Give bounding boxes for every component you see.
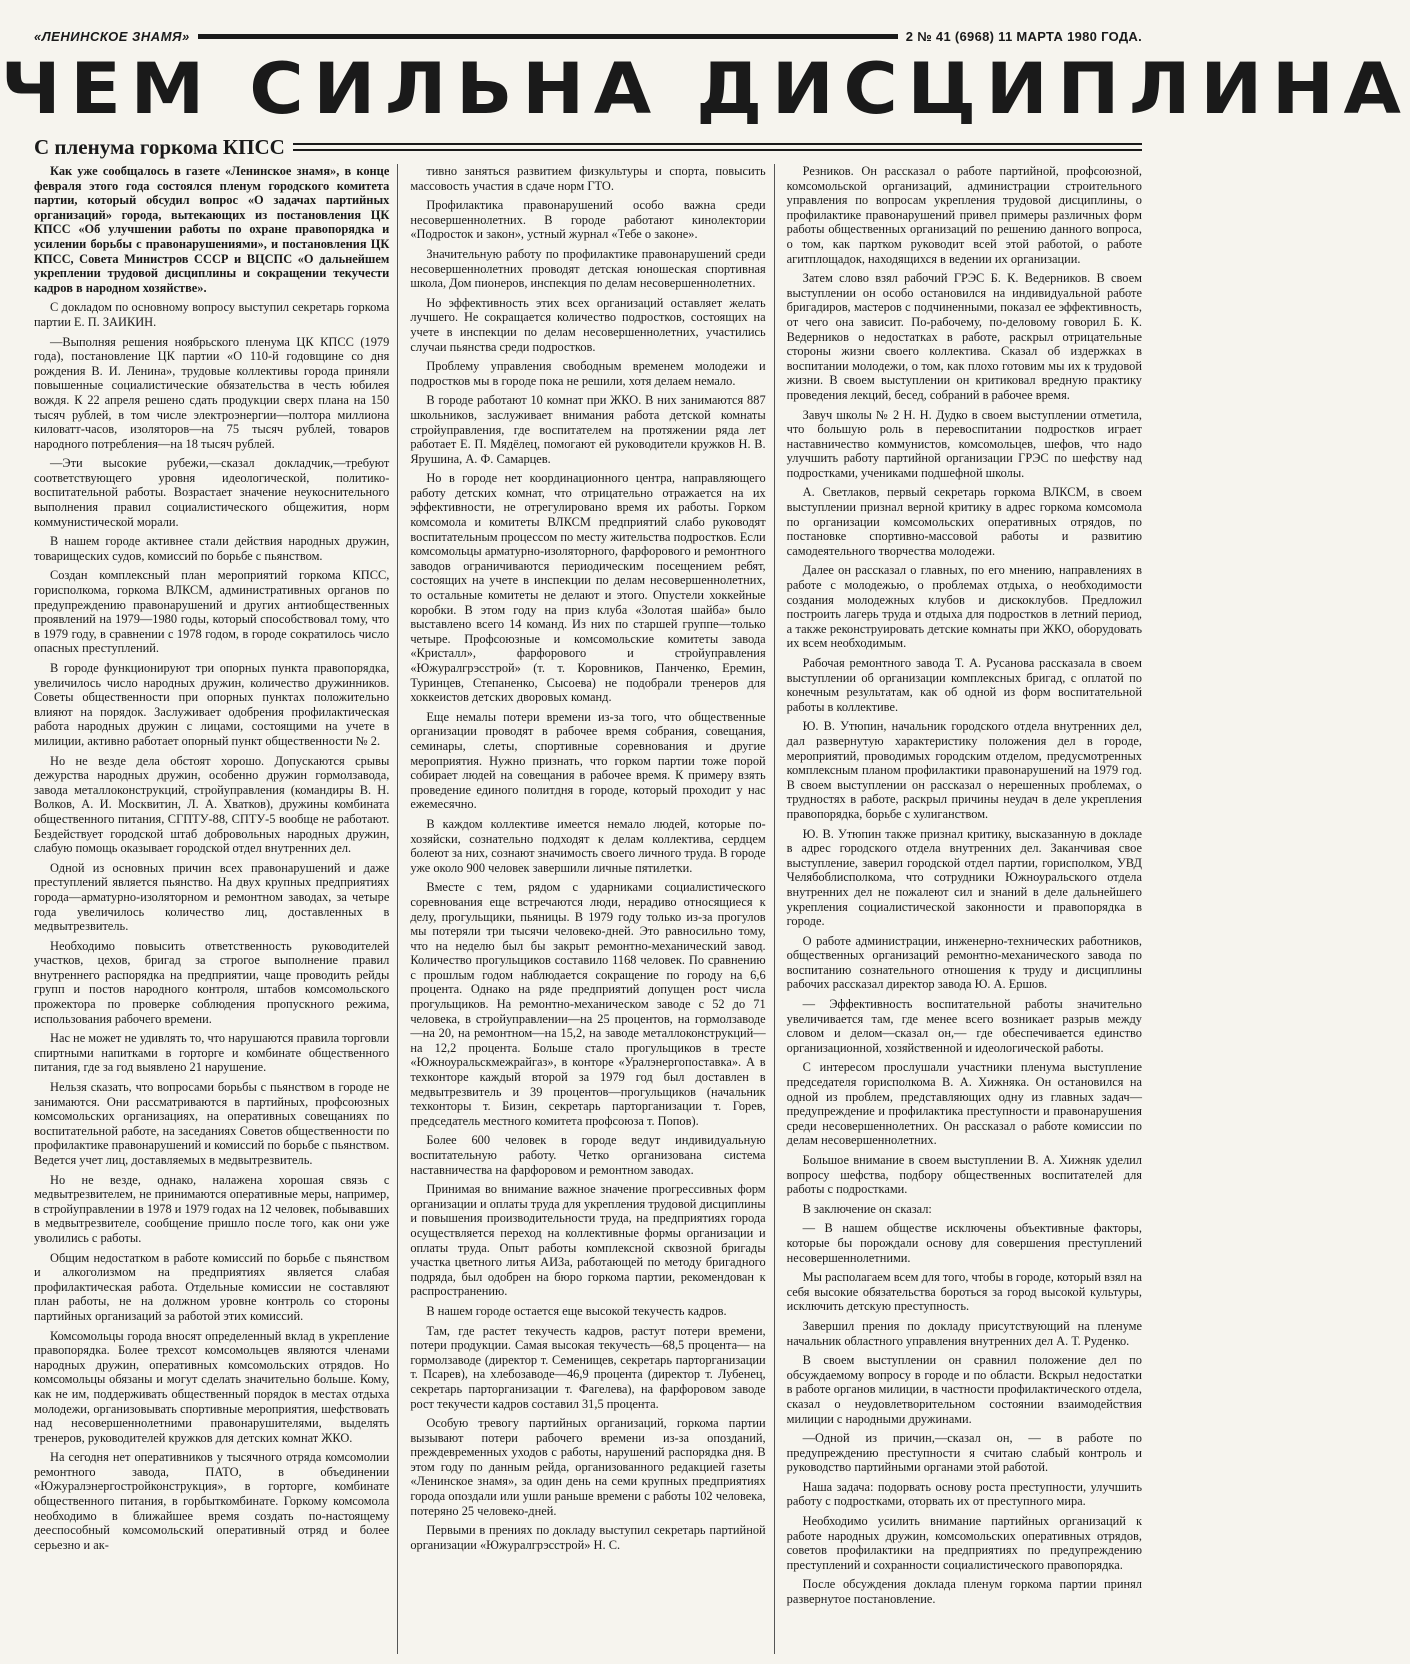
paragraph: — В нашем обществе исключены объективные факторы, которые бы порождали основу для совершения преступлений несовершеннолетними. [786,1221,1142,1265]
headline: ЧЕМ СИЛЬНА ДИСЦИПЛИНА [0,48,1410,130]
paragraph: — Эффективность воспитательной работы значительно увеличивается там, где менее всего возникает разрыв между словом и делом—сказал он,— где обеспечивается единство организационной, хозяйственной и идеологической работы. [786,997,1142,1055]
paragraph: Мы располагаем всем для того, чтобы в городе, который взял на себя высокие обязательства бороться за город высокой культуры, исключить детскую преступность. [786,1270,1142,1314]
article-columns [34,164,1142,1654]
masthead [34,26,1142,46]
paragraph: Одной из основных причин всех правонарушений и даже преступлений является пьянство. На двух крупных предприятиях города—арматурно-изоляторном и ремонтном заводах, за четыре года увеличилось количество лиц, доставленных в медвытрезвитель. [34,860,390,934]
paragraph: Затем слово взял рабочий ГРЭС Б. К. Ведерников. В своем выступлении он особо остановился на индивидуальной работе бригадиров, мастеров с подчиненными, показал ее эффективность, от чего она зависит. По-рабочему, по-деловому говорил Б. К. Ведерников о недостатках в работе, раскрыл отрицательные стороны жизни своего коллектива. Сказал об издержках в воспитании молодежи, о том, как плохо готовим мы их к трудовой жизни. В своем выступлении он критиковал вредную практику проведения лекций, бесед, собраний в рабочее время. [786,271,1142,402]
paragraph: Еще немалы потери времени из-за того, что общественные организации проводят в рабочее время собрания, совещания, семинары, слеты, спортивные соревнования и другие мероприятия. Нужно признать, что горком партии тоже порой собирает людей на совещания в рабочее время. К примеру взять проведение единого политдня в городе, который проходит у нас ежемесячно. [410,709,766,812]
paragraph: Завершил прения по докладу присутствующий на пленуме начальник областного управления внутренних дел А. Т. Руденко. [786,1318,1142,1348]
paragraph: На сегодня нет оперативников у тысячного отряда комсомолии ремонтного завода, ПАТО, в объединении «Южуралэнергостройконструкция», в горторге, комбинате общественного питания, в горбыткомбинате. Горкому комсомола необходимо в ближайшее время создать по-настоящему дееспособный комсомольский оперативный отряд и более серьезно и ак- [34,1450,390,1552]
paragraph: С интересом прослушали участники пленума выступление председателя горисполкома В. А. Хижняка. Он остановился на одной из проблем, представляющих одну из главных задач— предупреждение и профилактика преступности и правонарушения среди несовершеннолетних. Он рассказал о работе комиссии по делам несовершеннолетних. [786,1060,1142,1148]
paragraph: С докладом по основному вопросу выступил секретарь горкома партии Е. П. ЗАИКИН. [34,300,390,329]
paragraph: Завуч школы № 2 Н. Н. Дудко в своем выступлении отметила, что большую роль в перевоспитании подростков играет наставничество коммунистов, комсомольцев, шефов, что надо улучшить работу партийной организации ГРЭС по шефству над подростками, учениками подшефной школы. [786,407,1142,480]
paragraph: Значительную работу по профилактике правонарушений среди несовершеннолетних проводят детская юношеская спортивная школа, Дом пионеров, инспекция по делам несовершеннолетних. [410,246,766,291]
paragraph: В городе работают 10 комнат при ЖКО. В них занимаются 887 школьников, заслуживает внимания работа детской комнаты стройуправления, где воспитателем на протяжении ряда лет работает Е. П. Мядёлец, помогают ей руководители кружков Н. В. Ярушина, А. Ф. Самарцев. [410,393,766,466]
paragraph: Резников. Он рассказал о работе партийной, профсоюзной, комсомольской организаций, администрации строительного управления по вопросам укрепления трудовой дисциплины, о профилактике правонарушений привел примеры различных форм работы общественных организаций по решению данного вопроса, о том, как партком руководит всей этой работой, о работе агитплощадок, находящихся в ведении их организации. [786,164,1142,266]
paragraph: Как уже сообщалось в газете «Ленинское знамя», в конце февраля этого года состоялся пленум городского комитета партии, который обсудил вопрос «О задачах партийных организаций» города, вытекающих из постановления ЦК КПСС «Об улучшении работы по охране правопорядка и усилении борьбы с правонарушениями», и постановления ЦК КПСС, Совета Министров СССР и ВЦСПС «О дальнейшем укреплении трудовой дисциплины и сокращении текучести кадров в народном хозяйстве». [34,164,390,295]
column-2 [410,164,774,1654]
paragraph: —Одной из причин,—сказал он, — в работе по предупреждению преступности я считаю слабый контроль и руководство партийными органами этой работой. [786,1431,1142,1475]
paragraph: В своем выступлении он сравнил положение дел по обсуждаемому вопросу в городе и по области. Вскрыл недостатки в работе органов милиции, в частности профилактического отдела, сказал о неудовлетворительном состоянии взаимодействия милиции с народными дружинами. [786,1353,1142,1426]
paragraph: Рабочая ремонтного завода Т. А. Русанова рассказала в своем выступлении об организации комплексных бригад, с оплатой по конечным результатам, как об одной из форм воспитательной работы в коллективе. [786,656,1142,714]
paragraph: Необходимо повысить ответственность руководителей участков, цехов, бригад за строгое выполнение правил внутреннего распорядка на предприятии, чаще проводить рейды групп и постов народного контроля, штабов комсомольского прожектора по проверке соблюдения пропускного режима, использования рабочего времени. [34,938,390,1026]
paragraph: В нашем городе активнее стали действия народных дружин, товарищеских судов, комиссий по борьбе с пьянством. [34,534,390,563]
issue-info: 2 № 41 (6968) 11 МАРТА 1980 ГОДА. [905,28,1142,44]
paragraph: Комсомольцы города вносят определенный вклад в укрепление правопорядка. Более трехсот комсомольцев являются членами народных дружин, оперативных комсомольских отрядов. Но комсомольцы обязаны и могут сделать значительно больше. Кому, как не им, поддерживать общественный порядок в местах отдыха молодежи, организовывать спортивные мероприятия, шефствовать над несовершеннолетними правонарушителями, выделять тренеров, руководителей кружков для детских комнат ЖКО. [34,1328,390,1445]
paragraph: Необходимо усилить внимание партийных организаций к работе народных дружин, комсомольских оперативных отрядов, советов профилактики на предприятиях по предупреждению преступлений и сохранности социалистического правопорядка. [786,1514,1142,1572]
paragraph: Ю. В. Утюпин, начальник городского отдела внутренних дел, дал развернутую характеристику положения дел в городе, мероприятий, проводимых городским отделом, предусмотренных комплексным планом профилактики правонарушений на 1979 год. В своем выступлении он рассказал о нерешенных проблемах, о трудностях в работе, раскрыл причины неудач в деле укрепления правопорядка, борьбе с хулиганством. [786,719,1142,821]
kicker: С пленума горкома КПСС [34,134,285,159]
paragraph: Нельзя сказать, что вопросами борьбы с пьянством в городе не занимаются. Они рассматриваются в партийных, профсоюзных комсомольских организациях, на оперативных совещаниях по воспитательной работе, на заседаниях Советов общественности по профилактике правонарушений и комиссий по борьбе с пьянством. Ведется учет лиц, доставляемых в медвытрезвитель. [34,1080,390,1167]
paragraph: Профилактика правонарушений особо важна среди несовершеннолетних. В городе работают кинолектории «Подросток и закон», устный журнал «Тебе о законе». [410,198,766,242]
paragraph: Наша задача: подорвать основу роста преступности, улучшить работу с подростками, оторвать их от преступного мира. [786,1479,1142,1509]
paragraph: Но эффективность этих всех организаций оставляет желать лучшего. Не сокращается количество подростков, состоящих на учете в инспекции по делам несовершеннолетних, участились случаи пьянства среди подростков. [410,295,766,354]
newspaper-name: «ЛЕНИНСКОЕ ЗНАМЯ» [34,28,190,44]
paragraph: В городе функционируют три опорных пункта правопорядка, увеличилось число народных дружин, количество дружинников. Советы общественности при опорных пунктах положительно влияют на порядок. Заслуживает одобрения профилактическая работа народных дружин с лицами, состоящими на учете в милиции, активно работает опорный пункт общественности № 2. [34,661,390,748]
paragraph: Общим недостатком в работе комиссий по борьбе с пьянством и алкоголизмом на предприятиях является слабая профилактическая работа. Отдельные комиссии не составляют план работы, не на должном уровне контроль со стороны партийных организаций за работой этих комиссий. [34,1250,390,1323]
paragraph: —Выполняя решения ноябрьского пленума ЦК КПСС (1979 года), постановление ЦК партии «О 110-й годовщине со дня рождения В. И. Ленина», трудовые коллективы города приняли повышенные социалистические обязательства в честь юбилея вождя. К 22 апреля решено сдать продукции сверх плана на 150 тысяч рублей, в том числе электроэнергии—полтора миллиона киловатт-часов, изоляторов—на 75 тысяч рублей, товаров народного потребления—на 18 тысяч рублей. [34,334,390,451]
column-1 [34,164,398,1654]
paragraph: Ю. В. Утюпин также признал критику, высказанную в докладе в адрес городского отдела внутренних дел. Заканчивая свое выступление, заверил городской отдел партии, горисполком, УВД Челябоблисполкома, что сотрудники Южноуральского отдела внутренних дел не пожалеют сил и знаний в деле дальнейшего укрепления социалистической законности и правопорядка в городе. [786,826,1142,929]
paragraph: Нас не может не удивлять то, что нарушаются правила торговли спиртными напитками в горторге и комбинате общественного питания, где за год выявлено 21 нарушение. [34,1031,390,1075]
paragraph: После обсуждения доклада пленум горкома партии принял развернутое постановление. [786,1577,1142,1607]
paragraph: Принимая во внимание важное значение прогрессивных форм организации и оплаты труда для укрепления трудовой дисциплины и повышения производительности труда, на предприятиях города осуществляется переход на коллективные формы организации и оплаты труда. Опыт работы комплексной сквозной бригады участка цветного литья АИЗа, работающей по методу бригадного подряда, был одобрен на бюро горкома партии, рекомендован к распространению. [410,1182,766,1299]
paragraph: Первыми в прениях по докладу выступил секретарь партийной организации «Южуралгрэсстрой» Н. С. [410,1523,766,1552]
paragraph: Но не везде дела обстоят хорошо. Допускаются срывы дежурства народных дружин, особенно дружин гормолзавода, завода металлоконструкций, стройуправления (командиры В. Н. Волков, А. И. Москвитин, Л. А. Хватков), дружины комбината общественного питания, СГПТУ-88, СПТУ-5 вообще не работают. Бездействует городской штаб добровольных народных дружин, слабую помощь оказывает городской отдел внутренних дел. [34,753,390,856]
paragraph: Там, где растет текучесть кадров, растут потери времени, потери продукции. Самая высокая текучесть—68,5 процента— на гормолзаводе (директор т. Семенищев, секретарь парторганизации т. Псарев), на хлебозаводе—46,9 процента (директор т. Лубенец, секретарь парторганизации т. Фагелева), на фарфоровом заводе рост текучести кадров составил 31,5 процента. [410,1323,766,1411]
paragraph: Далее он рассказал о главных, по его мнению, направлениях в работе с молодежью, о проблемах отдыха, о необходимости создания молодежных клубов и дискоклубов. Предложил построить лагерь труда и отдыха для подростков в летний период, а также реконструировать детские комнаты при ЖКО, оборудовать их всем необходимым. [786,563,1142,651]
masthead-rule [198,34,898,39]
paragraph: Проблему управления свободным временем молодежи и подростков мы в городе пока не решили, хотя делаем немало. [410,359,766,388]
paragraph: Но в городе нет координационного центра, направляющего работу детских комнат, что отрицательно отражается на их эффективности, не отрегулировано время их работы. Горком комсомола и комитеты ВЛКСМ предприятий слабо руководят воспитательным процессом по месту жительства подростков. Если комсомольцы арматурно-изоляторного, фарфорового и ремонтного заводов ограничиваются периодическим посещением ребят, состоящих на учете в инспекции по делам несовершеннолетних, то остальные комитеты не делают и этого. Опустели хоккейные коробки. В этом году на приз клуба «Золотая шайба» было выставлено всего 14 команд. Из них по старшей группе—только четыре. Профсоюзные и комсомольские комитеты завода «Кристалл», фарфорового и стройуправления «Южуралгрэсстрой» (т. т. Коровников, Панченко, Еремин, Туринцев, Степаненко, Сысоева) не подобрали тренеров для хоккеистов детских дворовых команд. [410,471,766,705]
paragraph: Более 600 человек в городе ведут индивидуальную воспитательную работу. Четко организована система наставничества на фарфоровом и ремонтном заводах. [410,1133,766,1177]
paragraph: В заключение он сказал: [802,1201,932,1216]
subhead-rule [293,143,1142,151]
paragraph: А. Светлаков, первый секретарь горкома ВЛКСМ, в своем выступлении признал верной критику в адрес горкома комсомола по организации комсомольских оперативных отрядов, по постановке спортивно-массовой работы и развитию самодеятельного творчества молодежи. [786,485,1142,558]
column-3 [787,164,1142,1654]
paragraph: Большое внимание в своем выступлении В. А. Хижняк уделил вопросу шефства, подбору общественных воспитателей для работы с подростками. [786,1153,1142,1197]
paragraph: Но не везде, однако, налажена хорошая связь с медвытрезвителем, не принимаются оперативные меры, например, в стройуправлении в 1978 и 1979 годах на 12 человек, побывавших в медвытрезвителе, сообщение пришло после того, как они уже уволились с работы. [34,1172,390,1245]
subhead [34,132,1142,162]
paragraph: Создан комплексный план мероприятий горкома КПСС, горисполкома, горкома ВЛКСМ, административных органов по предупреждению правонарушений и других антиобщественных проявлений на 1979—1980 годы, который способствовал тому, что в 1979 году, в сравнении с 1978 годом, в городе сократилось число опасных преступлений. [34,568,390,656]
paragraph: Особую тревогу партийных организаций, горкома партии вызывают потери рабочего времени из-за опозданий, преждевременных уходов с работы, нарушений распорядка дня. В этом году по данным рейда, организованного редакцией газеты «Ленинское знамя», за один день на семи крупных предприятиях города опоздали или ушли раньше времени с работы 102 человека, потеряно 25 человеко-дней. [410,1416,766,1518]
paragraph: О работе администрации, инженерно-технических работников, общественных организаций ремонтно-механического завода по воспитанию сознательного отношения к труду и дисциплины рабочих рассказал директор завода Ю. А. Ершов. [786,933,1142,992]
paragraph: тивно заняться развитием физкультуры и спорта, повысить массовость участия в сдаче норм ГТО. [410,164,766,193]
paragraph: В каждом коллективе имеется немало людей, которые по-хозяйски, сознательно подходят к делам коллектива, сердцем болеют за них, сознают значимость своего личного труда. В городе уже около 900 человек завершили личные пятилетки. [410,816,766,875]
newspaper-page [0,26,1410,1656]
paragraph: —Эти высокие рубежи,—сказал докладчик,—требуют соответствующего уровня идеологической, политико-воспитательной работы. Возрастает значение неукоснительного выполнения правил социалистического общежития, норм коммунистической морали. [34,456,390,529]
paragraph: В нашем городе остается еще высокой текучесть кадров. [426,1303,727,1318]
paragraph: Вместе с тем, рядом с ударниками социалистического соревнования еще встречаются люди, нерадиво относящиеся к делу, прогульщики, пьяницы. В 1979 году только из-за прогулов мы потеряли три тысячи человеко-дней. Это равносильно тому, что на неделю был бы закрыт ремонтно-механический завод. Количество прогульщиков составило 1168 человек. По сравнению с прошлым годом наблюдается сокращение по городу на 6,6 процента. Однако на ряде предприятий допущен рост числа прогульщиков. На ремонтно-механическом заводе с 52 до 71 человека, в стройуправлении—на 25 процентов, на гормолзаводе—на 20, на ремонтном—на 15,2, на заводе металлоконструкций—на 12,2 процента. Больше стало прогульщиков в тресте «Южноуральскмежрайгаз», в конторе «Уралэнергопоставка». А в техконторе каждый второй за 1979 год был доставлен в медвытрезвитель и 39 процентов—прогульщиков (начальник техконторы т. Бизин, секретарь парторганизации т. Горев, председатель местного комитета профсоюза т. Попов). [410,880,766,1128]
